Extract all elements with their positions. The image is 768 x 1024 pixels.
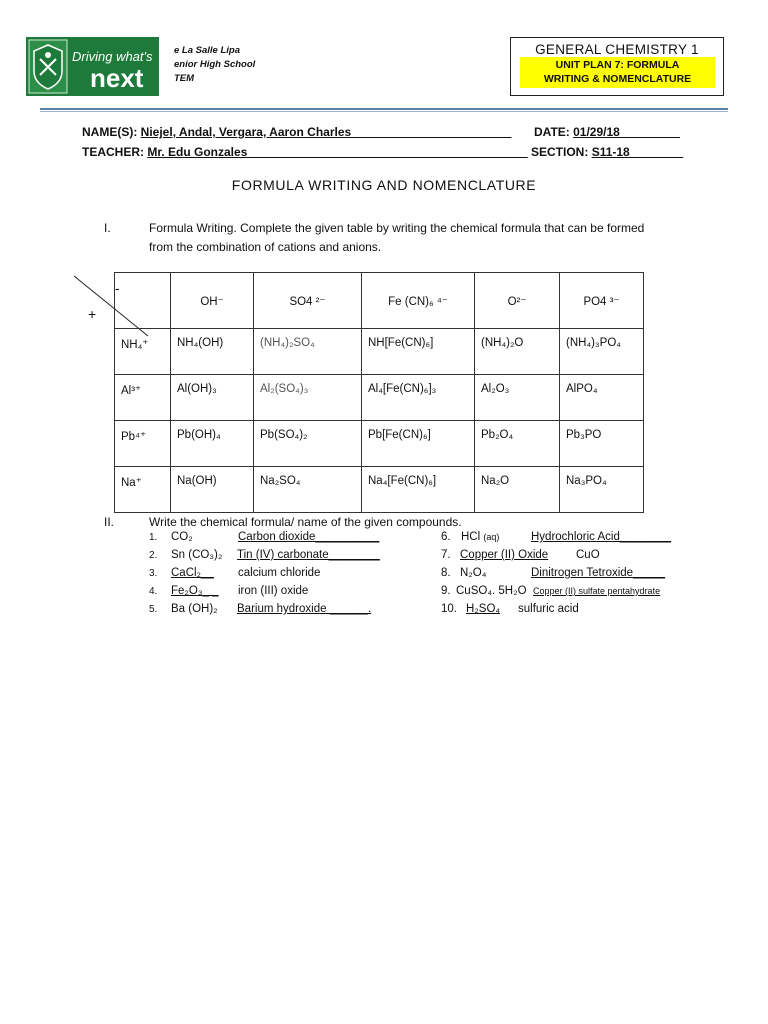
table-cell: NH[Fe(CN)₆] [362, 329, 475, 375]
names-value: Niejel, Andal, Vergara, Aaron Charles________________________ [140, 125, 512, 139]
table-row [115, 467, 644, 513]
table-cell: NH₄(OH) [171, 329, 254, 375]
item-formula: CaCl₂__ [171, 567, 214, 579]
part1-numeral: I. [104, 221, 111, 235]
list-item [149, 549, 380, 561]
table-cell: Pb[Fe(CN)₆] [362, 421, 475, 467]
item-formula: CO₂ [171, 531, 193, 543]
school-name-line-2: enior High School [174, 59, 256, 70]
table-cell: Na(OH) [171, 467, 254, 513]
list-item [441, 585, 661, 597]
logo-text-bottom: next [90, 63, 144, 93]
school-name-line-3: TEM [174, 73, 195, 84]
date-label: DATE: [534, 125, 570, 139]
table-cell: AlPO₄ [560, 375, 644, 421]
table-header-row [115, 273, 644, 329]
teacher-label: TEACHER: [82, 145, 144, 159]
item-number: 7. [441, 549, 451, 561]
part2-instruction: Write the chemical formula/ name of the given compounds. [149, 515, 462, 529]
table-cell: Pb(SO₄)₂ [254, 421, 362, 467]
header-rule [40, 108, 728, 110]
cation-cell: Pb⁴⁺ [115, 421, 171, 467]
anion-header: O²⁻ [475, 273, 560, 329]
table-cell: Al₂O₃ [475, 375, 560, 421]
list-item [441, 549, 600, 561]
table-cell: Pb₃PO [560, 421, 644, 467]
item-formula: Fe₂O₃_ _ [171, 585, 219, 597]
item-answer: Dinitrogen Tetroxide_____ [531, 567, 666, 579]
item-number: 3. [149, 568, 158, 579]
table-cell: Na₂O [475, 467, 560, 513]
table-cell: Al(OH)₃ [171, 375, 254, 421]
formula-table [114, 272, 644, 513]
logo-text-top: Driving what's [72, 49, 153, 64]
date-row [534, 125, 680, 139]
cation-cell: NH₄⁺ [115, 329, 171, 375]
item-answer: CuO [576, 549, 600, 561]
item-number: 10. [441, 603, 457, 615]
anion-header: PO4 ³⁻ [560, 273, 644, 329]
table-row [115, 421, 644, 467]
item-formula-text: HCl [461, 531, 481, 543]
table-corner-cell [115, 273, 171, 329]
cation-cell: Al³⁺ [115, 375, 171, 421]
list-item [149, 531, 380, 543]
list-item [149, 603, 372, 615]
item-formula: H₂SO₄ [466, 603, 501, 615]
anion-header: SO4 ²⁻ [254, 273, 362, 329]
item-number: 8. [441, 567, 451, 579]
part1-instruction-line-1: Formula Writing. Complete the given table by writing the chemical formula that can be formed [149, 221, 645, 235]
section-row [531, 145, 683, 159]
item-answer: sulfuric acid [518, 603, 579, 615]
page-title: FORMULA WRITING AND NOMENCLATURE [231, 177, 537, 193]
plus-sign: + [88, 306, 97, 322]
section-label: SECTION: [531, 145, 589, 159]
item-answer: Hydrochloric Acid________ [531, 531, 672, 543]
table-row [115, 375, 644, 421]
table-cell: Pb₂O₄ [475, 421, 560, 467]
item-number: 6. [441, 531, 451, 543]
item-number: 9. [441, 585, 451, 597]
teacher-value: Mr. Edu Gonzales__________________________________________ [147, 145, 528, 159]
item-answer: Barium hydroxide ______. [237, 603, 372, 615]
school-logo [26, 37, 159, 96]
names-label: NAME(S): [82, 125, 138, 139]
table-cell: Al₄[Fe(CN)₆]₃ [362, 375, 475, 421]
anion-header: OH⁻ [171, 273, 254, 329]
teacher-row [82, 145, 528, 159]
unit-title-line-2: WRITING & NOMENCLATURE [543, 73, 692, 85]
table-cell: (NH₄)₂O [475, 329, 560, 375]
table-cell: (NH₄)₃PO₄ [560, 329, 644, 375]
section-value: S11-18________ [591, 145, 684, 159]
table-cell: Na₄[Fe(CN)₆] [362, 467, 475, 513]
school-name-line-1: e La Salle Lipa [174, 45, 240, 56]
unit-title-line-1: UNIT PLAN 7: FORMULA [555, 59, 680, 71]
part2-numeral: II. [104, 515, 115, 529]
unit-highlight [520, 57, 715, 88]
table-row [115, 329, 644, 375]
list-item [441, 567, 666, 579]
cation-cell: Na⁺ [115, 467, 171, 513]
item-formula: Copper (II) Oxide [460, 549, 549, 561]
item-answer: Copper (II) sulfate pentahydrate [533, 586, 661, 596]
list-item [149, 567, 321, 579]
table-cell: Na₃PO₄ [560, 467, 644, 513]
item-answer: Tin (IV) carbonate________ [237, 549, 380, 561]
item-number: 4. [149, 586, 158, 597]
item-number: 2. [149, 550, 158, 561]
item-number: 1. [149, 532, 158, 543]
item-formula: CuSO₄. 5H₂O [456, 585, 527, 597]
item-formula: Sn (CO₃)₂ [171, 549, 223, 561]
names-row [82, 125, 511, 139]
item-formula: N₂O₄ [460, 567, 487, 579]
date-value: 01/29/18_________ [573, 125, 680, 139]
minus-sign: - [115, 280, 120, 296]
course-title: GENERAL CHEMISTRY 1 [535, 42, 699, 57]
item-number: 5. [149, 604, 158, 615]
item-formula-state: (aq) [483, 532, 500, 542]
table-cell: Pb(OH)₄ [171, 421, 254, 467]
item-formula [461, 531, 499, 543]
course-box [510, 37, 724, 96]
part1-instruction-line-2: from the combination of cations and anions. [149, 240, 382, 254]
item-answer: calcium chloride [238, 567, 321, 579]
header-rule-thin [40, 111, 728, 112]
anion-header: Fe (CN)₆ ⁴⁻ [362, 273, 475, 329]
table-cell: Al₂(SO₄)₃ [254, 375, 362, 421]
table-cell: (NH₄)₂SO₄ [254, 329, 362, 375]
list-item [149, 585, 309, 597]
item-answer: Carbon dioxide__________ [238, 531, 380, 543]
item-answer: iron (III) oxide [238, 585, 309, 597]
table-cell: Na₂SO₄ [254, 467, 362, 513]
item-formula: Ba (OH)₂ [171, 603, 218, 615]
list-item [441, 603, 579, 615]
list-item [441, 531, 672, 543]
